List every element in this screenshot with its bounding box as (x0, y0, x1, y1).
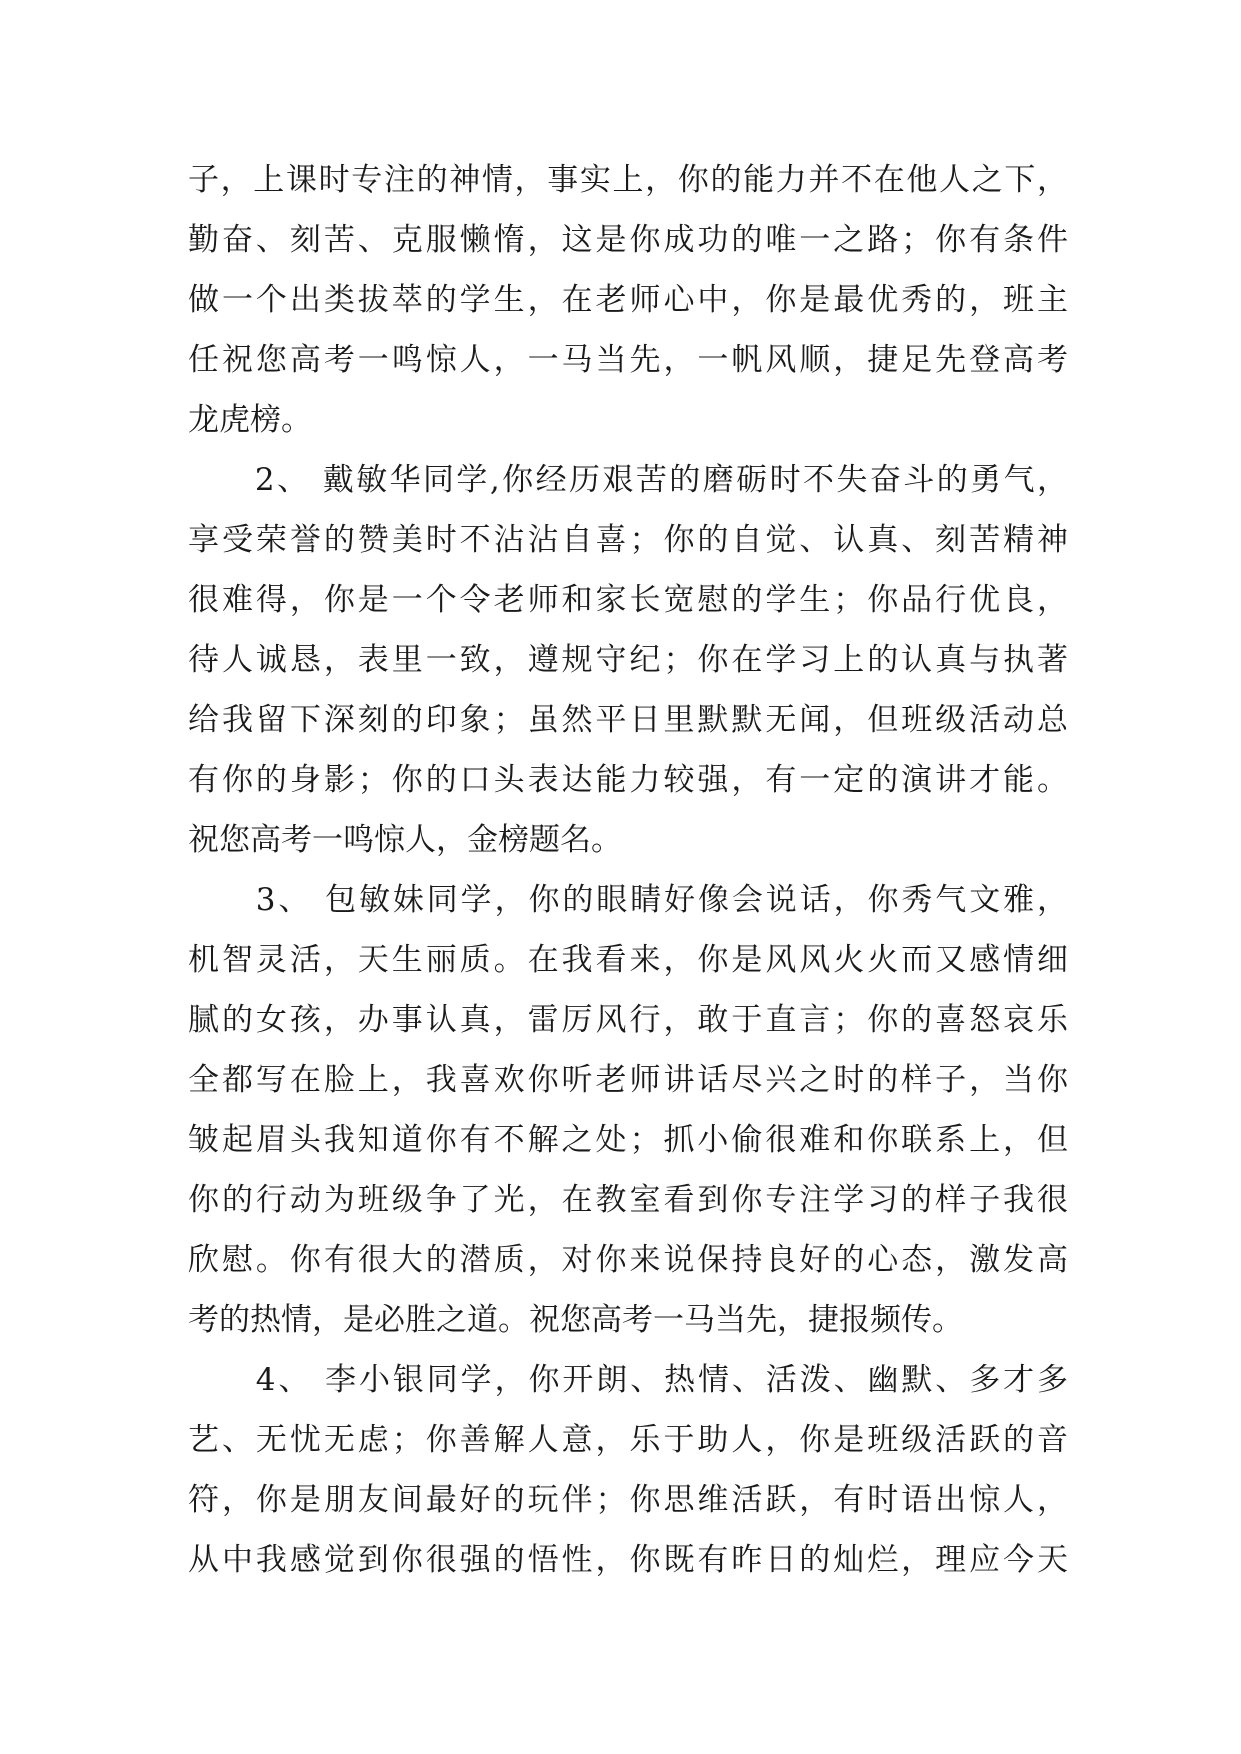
text-line: 皱起眉头我知道你有不解之处；抓小偷很难和你联系上，但 (188, 1122, 1068, 1158)
text-line: 机智灵活，天生丽质。在我看来，你是风风火火而又感情细 (188, 942, 1068, 978)
text-line: 很难得，你是一个令老师和家长宽慰的学生；你品行优良， (188, 582, 1068, 618)
text-line: 4、 李小银同学，你开朗、热情、活泼、幽默、多才多 (188, 1362, 1068, 1398)
text-line: 龙虎榜。 (188, 402, 312, 438)
text-line: 子，上课时专注的神情，事实上，你的能力并不在他人之下， (188, 162, 1068, 198)
text-line: 待人诚恳，表里一致，遵规守纪；你在学习上的认真与执著 (188, 642, 1068, 678)
text-line: 勤奋、刻苦、克服懒惰，这是你成功的唯一之路；你有条件 (188, 222, 1068, 258)
document-body (188, 150, 1068, 1590)
paragraph-item-3 (188, 870, 1068, 1350)
text-line: 2、 戴敏华同学,你经历艰苦的磨砺时不失奋斗的勇气， (188, 462, 1068, 498)
text-line: 3、 包敏妹同学，你的眼睛好像会说话，你秀气文雅， (188, 882, 1068, 918)
text-line: 全都写在脸上，我喜欢你听老师讲话尽兴之时的样子，当你 (188, 1062, 1068, 1098)
text-line: 考的热情，是必胜之道。祝您高考一马当先，捷报频传。 (188, 1302, 963, 1338)
text-line: 符，你是朋友间最好的玩伴；你思维活跃，有时语出惊人， (188, 1482, 1068, 1518)
paragraph-item-4 (188, 1350, 1068, 1590)
text-line: 艺、无忧无虑；你善解人意，乐于助人，你是班级活跃的音 (188, 1422, 1068, 1458)
text-line: 有你的身影；你的口头表达能力较强，有一定的演讲才能。 (188, 762, 1068, 798)
text-line: 腻的女孩，办事认真，雷厉风行，敢于直言；你的喜怒哀乐 (188, 1002, 1068, 1038)
text-line: 做一个出类拔萃的学生，在老师心中，你是最优秀的，班主 (188, 282, 1068, 318)
text-line: 任祝您高考一鸣惊人，一马当先，一帆风顺，捷足先登高考 (188, 342, 1068, 378)
paragraph-item-2 (188, 450, 1068, 870)
text-line: 给我留下深刻的印象；虽然平日里默默无闻，但班级活动总 (188, 702, 1068, 738)
text-line: 欣慰。你有很大的潜质，对你来说保持良好的心态，激发高 (188, 1242, 1068, 1278)
text-line: 从中我感觉到你很强的悟性，你既有昨日的灿烂，理应今天 (188, 1542, 1068, 1578)
text-line: 祝您高考一鸣惊人，金榜题名。 (188, 822, 622, 858)
text-line: 你的行动为班级争了光，在教室看到你专注学习的样子我很 (188, 1182, 1068, 1218)
paragraph-continuation (188, 150, 1068, 450)
text-line: 享受荣誉的赞美时不沾沾自喜；你的自觉、认真、刻苦精神 (188, 522, 1068, 558)
